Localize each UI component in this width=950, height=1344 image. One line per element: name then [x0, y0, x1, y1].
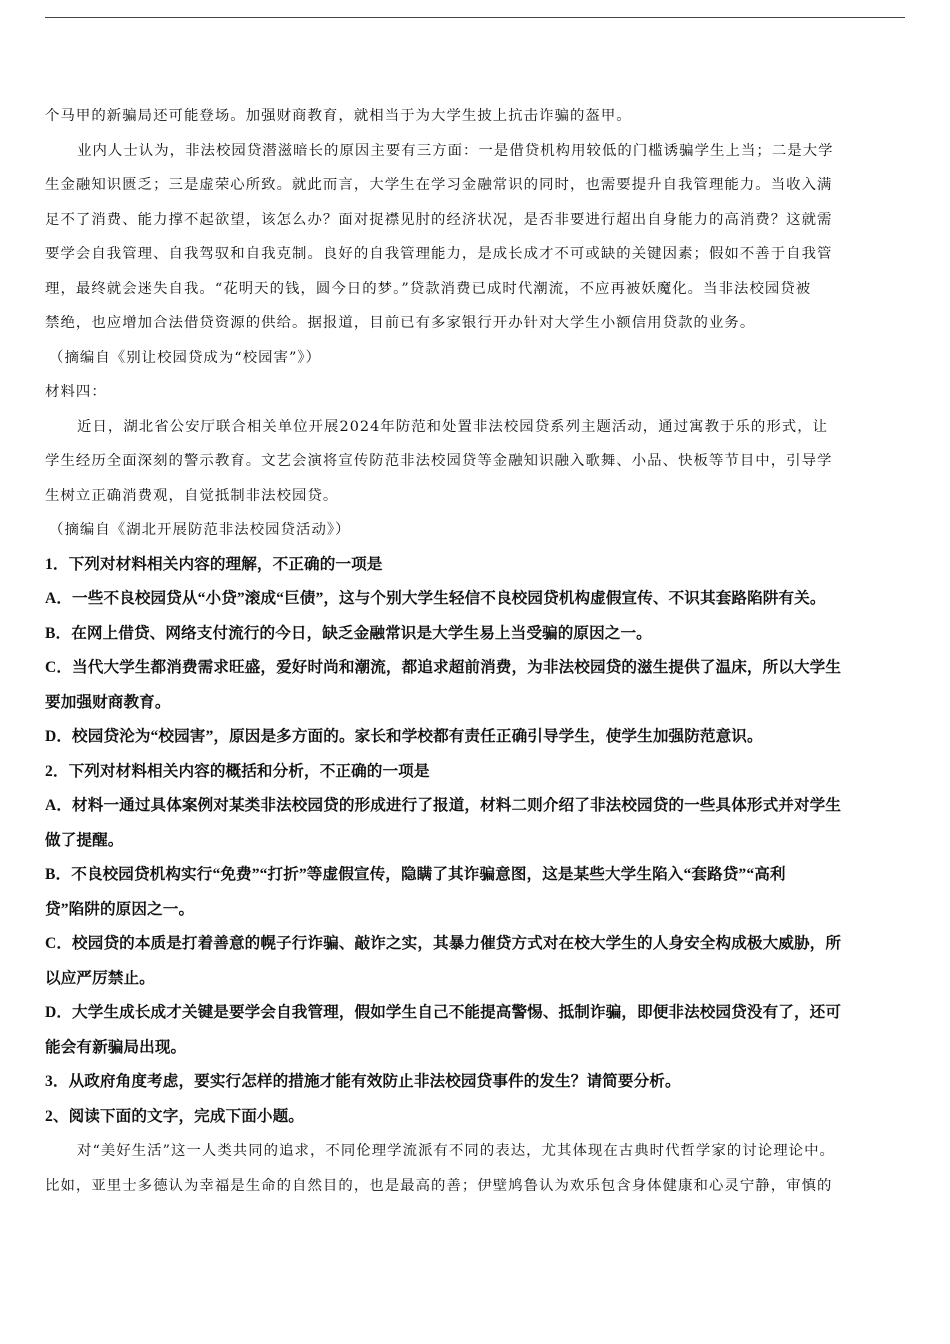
source-citation: （摘编自《湖北开展防范非法校园贷活动》）	[49, 522, 351, 538]
paragraph-line: 近日，湖北省公安厅联合相关单位开展2024年防范和处置非法校园贷系列主题活动，通过寓教于乐的形式，让	[77, 418, 829, 435]
paragraph-line: 足不了消费、能力撑不起欲望，该怎么办？面对捉襟见肘的经济状况，是否非要进行超出自身能力的高消费？这就需	[45, 211, 833, 228]
question-option: C．当代大学生都消费需求旺盛，爱好时尚和潮流，都追求超前消费，为非法校园贷的滋生提供了温床，所以大学生	[45, 659, 842, 676]
question-option-continued: 要加强财商教育。	[45, 693, 171, 711]
question-option-continued: 做了提醒。	[45, 831, 124, 849]
question-option: D．校园贷沦为“校园害”，原因是多方面的。家长和学校都有责任正确引导学生，使学生加强防范意识。	[45, 728, 763, 745]
source-citation: （摘编自《别让校园贷成为“校园害”》）	[49, 349, 322, 366]
paragraph-line: 业内人士认为，非法校园贷潜滋暗长的原因主要有三方面：一是借贷机构用较低的门槛诱骗学生上当；二是大学	[77, 142, 834, 159]
question-stem: 1．下列对材料相关内容的理解，不正确的一项是	[45, 555, 383, 573]
question-option: B．在网上借贷、网络支付流行的今日，缺乏金融常识是大学生易上当受骗的原因之一。	[45, 624, 652, 642]
paragraph-line: 生金融知识匮乏；三是虚荣心所致。就此而言，大学生在学习金融常识的同时，也需要提升自我管理能力。当收入满	[45, 177, 833, 193]
paragraph-line: 禁绝，也应增加合法借贷资源的供给。据报道，目前已有多家银行开办针对大学生小额信用贷款的业务。	[45, 315, 756, 331]
text-line: 个马甲的新骗局还可能登场。加强财商教育，就相当于为大学生披上抗击诈骗的盔甲。	[45, 108, 632, 124]
paragraph-line: 理，最终就会迷失自我。“花明天的钱，圆今日的梦。”贷款消费已成时代潮流，不应再被妖魔化。当非法校园贷被	[45, 280, 812, 297]
paragraph-line: 要学会自我管理、自我驾驭和自我克制。良好的自我管理能力，是成长成才不可或缺的关键因素；假如不善于自我管	[45, 246, 833, 262]
question-option: A．一些不良校园贷从“小贷”滚成“巨债”，这与个别大学生轻信不良校园贷机构虚假宣传、不识其套路陷阱有关。	[45, 590, 826, 607]
question-option-continued: 贷”陷阱的原因之一。	[45, 900, 195, 918]
paragraph-line: 比如，亚里士多德认为幸福是生命的自然目的，也是最高的善；伊壁鸠鲁认为欢乐包含身体健康和心灵宁静，审慎的	[45, 1177, 833, 1194]
question-stem: 2．下列对材料相关内容的概括和分析，不正确的一项是	[45, 762, 430, 780]
section-heading: 2、阅读下面的文字，完成下面小题。	[45, 1107, 304, 1125]
question-stem: 3．从政府角度考虑，要实行怎样的措施才能有效防止非法校园贷事件的发生？请简要分析。	[45, 1073, 681, 1090]
paragraph-line: 生树立正确消费观，自觉抵制非法校园贷。	[45, 487, 339, 504]
material-label: 材料四：	[45, 384, 107, 400]
document-body	[45, 99, 907, 1203]
paragraph-line: 学生经历全面深刻的警示教育。文艺会演将宣传防范非法校园贷等金融知识融入歌舞、小品、快板等节目中，引导学	[45, 453, 833, 469]
paragraph-line: 对“美好生活”这一人类共同的追求，不同伦理学流派有不同的表达，尤其体现在古典时代哲学家的讨论理论中。	[77, 1143, 835, 1159]
question-option-continued: 能会有新骗局出现。	[45, 1038, 187, 1056]
question-option: B．不良校园贷机构实行“免费”“打折”等虚假宣传，隐瞒了其诈骗意图，这是某些大学生陷入“套路贷”“高利	[45, 866, 786, 883]
question-option: D．大学生成长成才关键是要学会自我管理，假如学生自己不能提高警惕、抵制诈骗，即便非法校园贷没有了，还可	[45, 1004, 842, 1021]
header-rule	[45, 17, 905, 18]
question-option-continued: 以应严厉禁止。	[45, 969, 155, 987]
question-option: A．材料一通过具体案例对某类非法校园贷的形成进行了报道，材料二则介绍了非法校园贷的一些具体形式并对学生	[45, 797, 842, 814]
question-option: C．校园贷的本质是打着善意的幌子行诈骗、敲诈之实，其暴力催贷方式对在校大学生的人身安全构成极大威胁，所	[45, 935, 842, 952]
